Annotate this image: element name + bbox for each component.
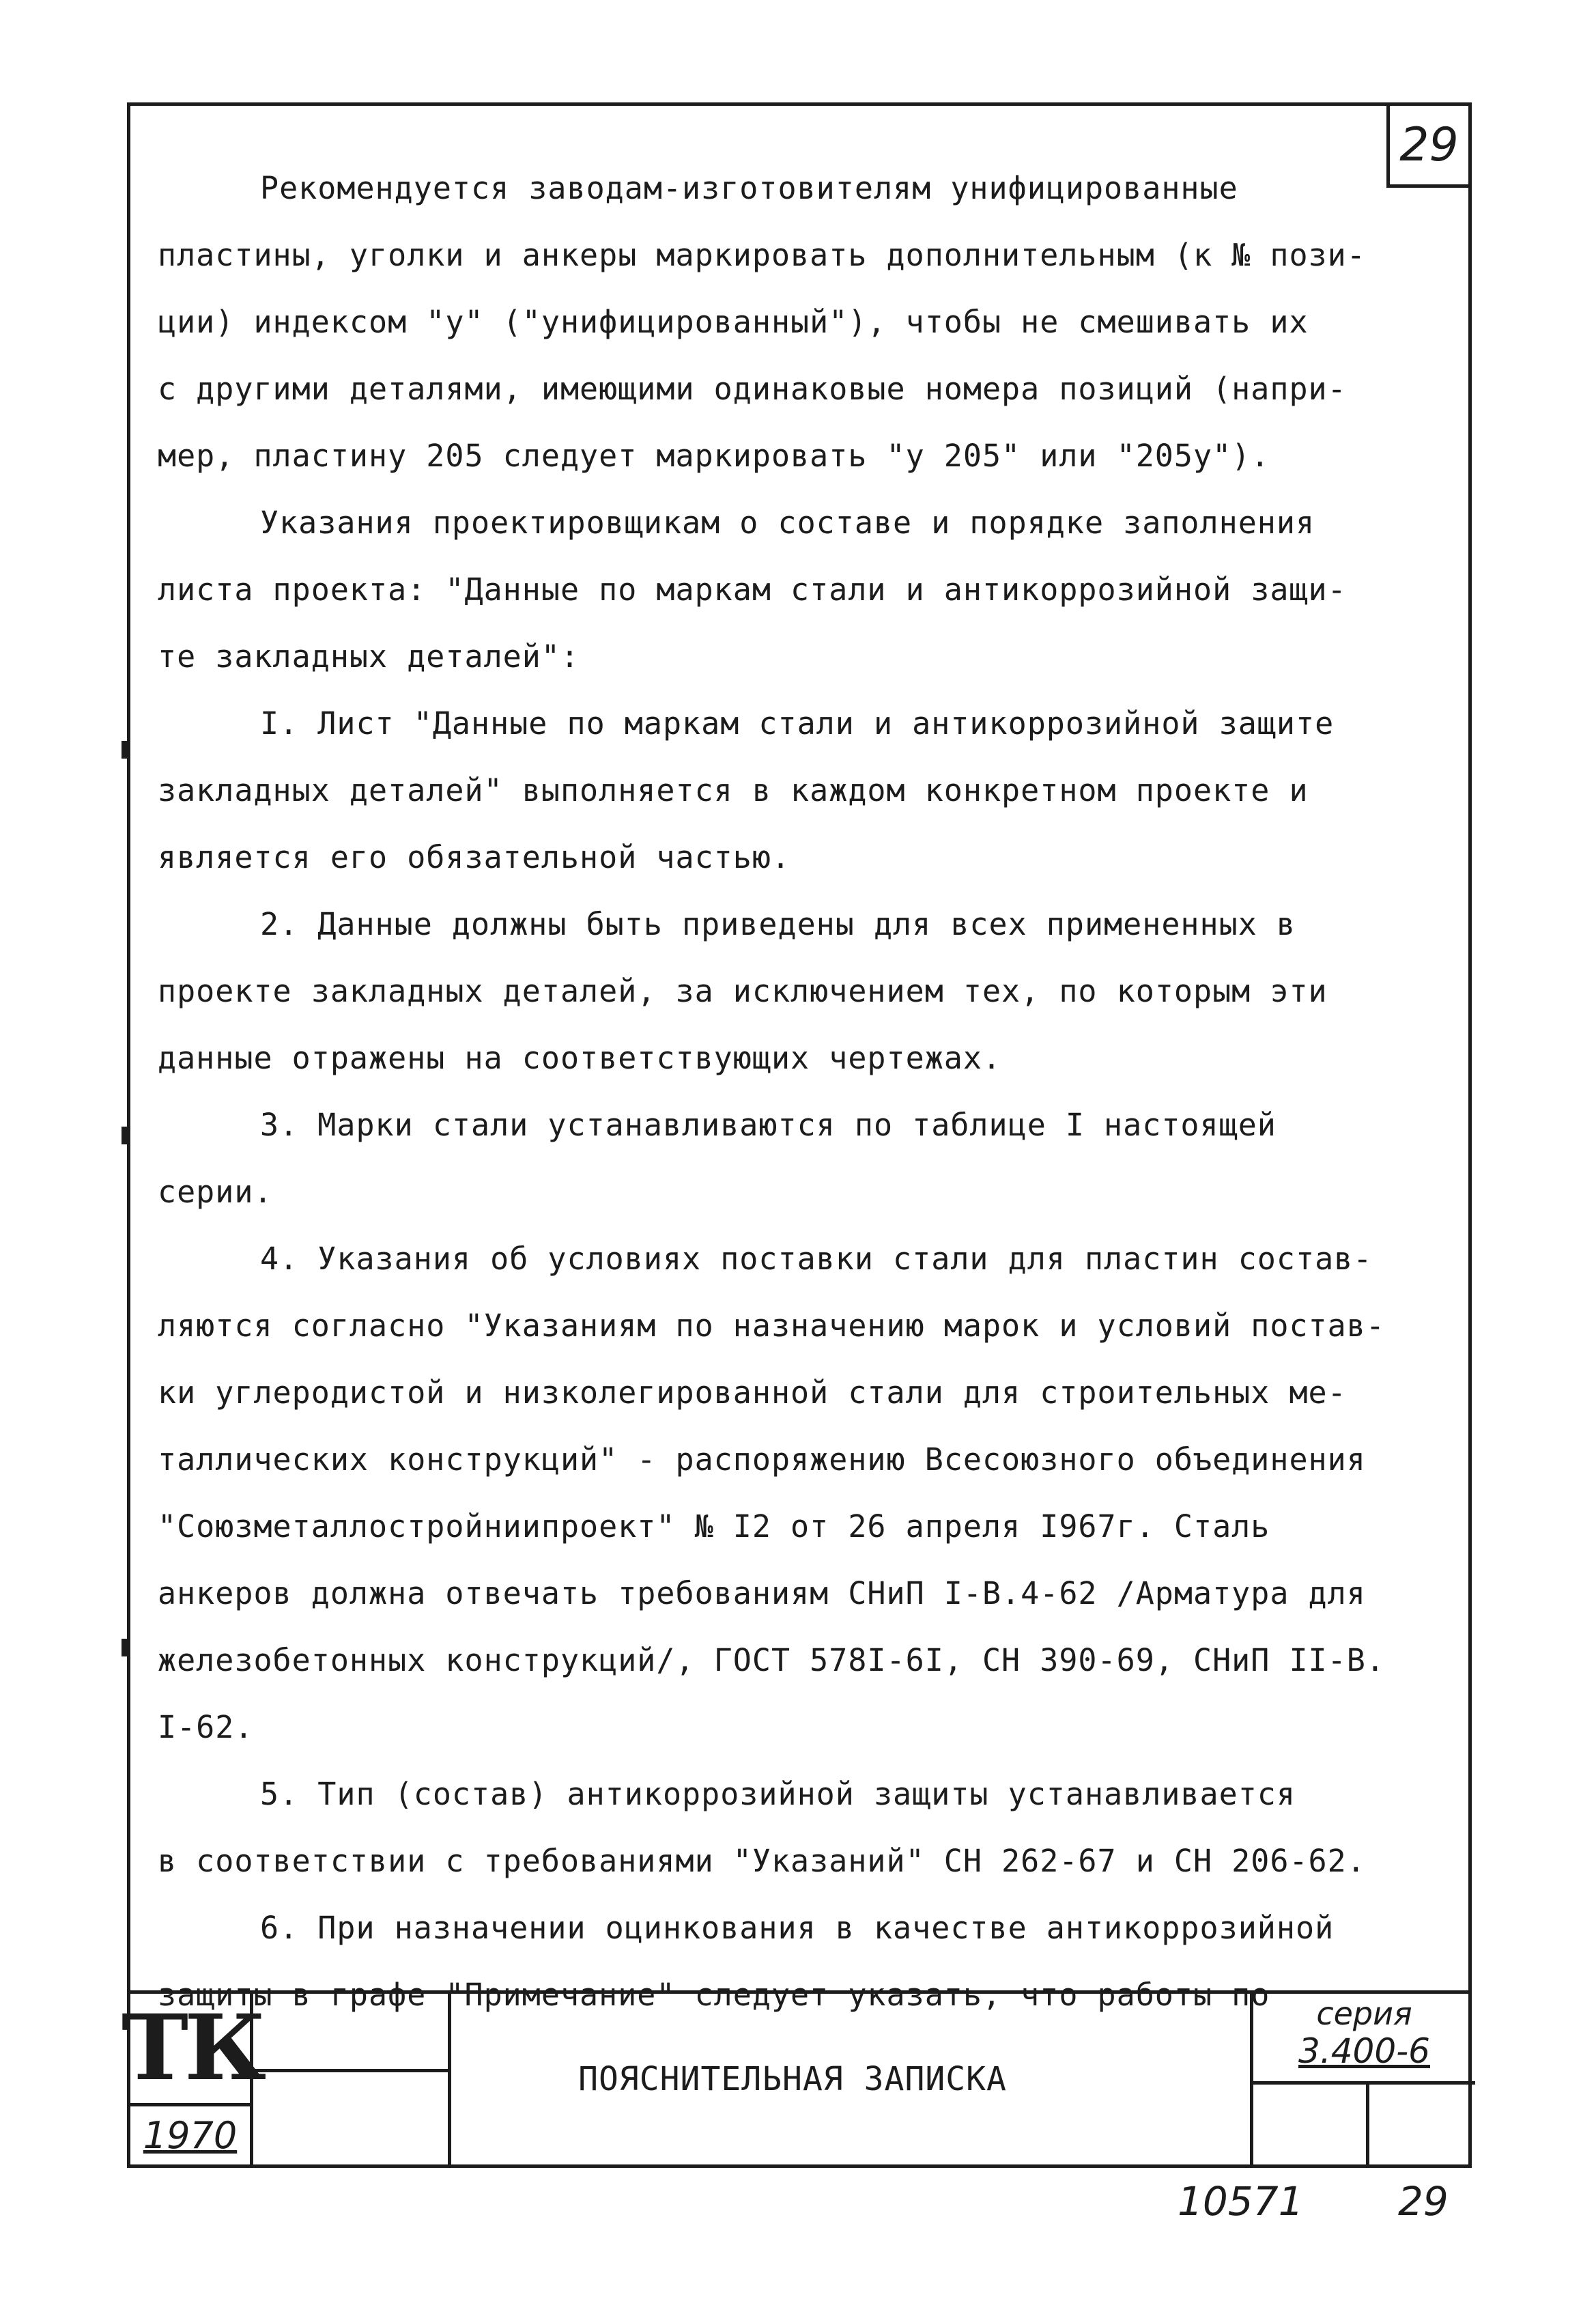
note-text [158, 155, 1441, 2029]
text-line: с другими деталями, имеющими одинаковые номера позиций (напри- [158, 371, 1347, 407]
logo-cell [121, 1994, 263, 2164]
text-line: Указания проектировщикам о составе и порядке заполнения [260, 505, 1315, 541]
text-line: данные отражены на соответствующих чертежах. [158, 1040, 1002, 1076]
text-line: I. Лист "Данные по маркам стали и антикоррозийной защите [260, 705, 1335, 742]
title-block [121, 1990, 1468, 2164]
drawing-frame [121, 102, 1472, 2168]
series-label: серия [1316, 1995, 1412, 2032]
empty-cell [253, 1994, 451, 2164]
text-line: проекте закладных деталей, за исключением тех, по которым эти [158, 973, 1328, 1009]
text-line: 2. Данные должны быть приведены для всех примененных в [260, 906, 1296, 942]
text-line: 4. Указания об условиях поставки стали для пластин состав- [260, 1241, 1373, 1277]
binding-mark [122, 1127, 127, 1144]
text-line: "Союзметаллостройниипроект" № I2 от 26 апреля I967г. Сталь [158, 1508, 1270, 1544]
text-line: анкеров должна отвечать требованиям СНиП I-В.4-62 /Арматура для [158, 1575, 1366, 1611]
series-grid [1253, 2081, 1475, 2168]
text-line: железобетонных конструкций/, ГОСТ 578I-6I, СН 390-69, СНиП II-В. [158, 1642, 1385, 1678]
series-number: 3.400-6 [1298, 2031, 1430, 2071]
text-line: мер, пластину 205 следует маркировать "у 205" или "205у"). [158, 438, 1270, 474]
page-number-box: 29 [1386, 102, 1472, 188]
text-line: таллических конструкций" - распоряжению Всесоюзного объединения [158, 1441, 1366, 1478]
footer-page-number: 29 [1398, 2178, 1449, 2225]
text-line: ки углеродистой и низколегированной стали для строительных ме- [158, 1374, 1347, 1411]
binding-mark [122, 1639, 127, 1656]
text-line: ции) индексом "у" ("унифицированный"), чтобы не смешивать их [158, 304, 1309, 340]
text-line: защиты в графе "Примечание" следует указать, что работы по [158, 1977, 1270, 2013]
text-line: пластины, уголки и анкеры маркировать дополнительным (к № пози- [158, 237, 1366, 273]
text-line: 5. Тип (состав) антикоррозийной защиты устанавливается [260, 1776, 1296, 1812]
series-cell [1250, 1994, 1475, 2164]
inventory-number: 10571 [1178, 2178, 1304, 2225]
text-line: 3. Марки стали устанавливаются по таблице I настоящей [260, 1107, 1277, 1143]
text-line: листа проекта: "Данные по маркам стали и антикоррозийной защи- [158, 572, 1347, 608]
text-line: те закладных деталей": [158, 638, 580, 675]
text-line: I-62. [158, 1709, 254, 1745]
year-label: 1970 [130, 2103, 250, 2164]
text-line: является его обязательной частью. [158, 839, 791, 875]
binding-mark [122, 741, 127, 759]
text-line: ляются согласно "Указаниям по назначению марок и условий постав- [158, 1308, 1385, 1344]
document-title: ПОЯСНИТЕЛЬНАЯ ЗАПИСКА [578, 2060, 1007, 2098]
text-line: серии. [158, 1174, 273, 1210]
text-line: в соответствии с требованиями "Указаний" СН 262-67 и СН 206-62. [158, 1843, 1366, 1879]
text-line: 6. При назначении оцинкования в качестве антикоррозийной [260, 1910, 1335, 1946]
tk-logo: ТК [121, 1994, 263, 2101]
text-line: Рекомендуется заводам-изготовителям унифицированные [260, 170, 1238, 206]
text-line: закладных деталей" выполняется в каждом конкретном проекте и [158, 772, 1309, 808]
